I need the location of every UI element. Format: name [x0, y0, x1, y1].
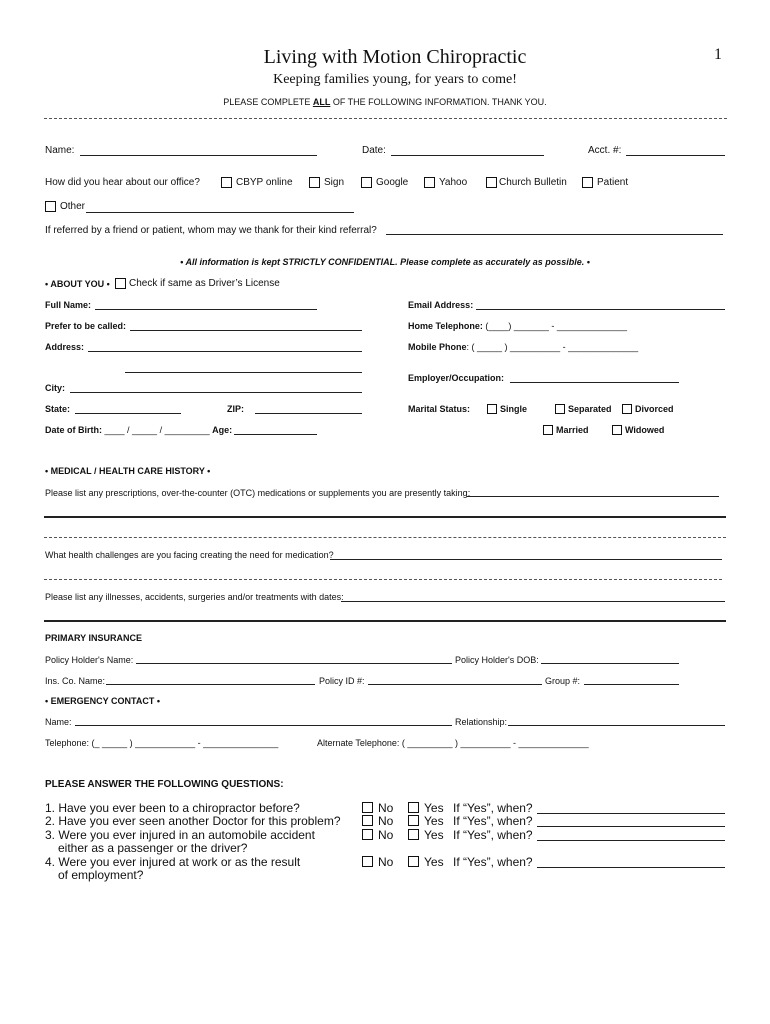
- dob: [45, 425, 232, 435]
- medications-field[interactable]: [467, 496, 719, 497]
- option-other: Other: [60, 201, 86, 212]
- q1-when-label: If “Yes”, when?: [453, 801, 533, 815]
- about-heading: • ABOUT YOU •: [45, 279, 110, 289]
- checkbox-divorced[interactable]: [622, 404, 632, 414]
- date-field[interactable]: [391, 155, 544, 156]
- referral-label: If referred by a friend or patient, whom may we thank for their kind referral?: [45, 225, 377, 236]
- checkbox-widowed[interactable]: [612, 425, 622, 435]
- header-divider: [44, 118, 727, 119]
- instruction-all: ALL: [312, 97, 331, 107]
- option-separated: Separated: [568, 404, 612, 414]
- email-label: Email Address:: [408, 300, 474, 310]
- checkbox-single[interactable]: [487, 404, 497, 414]
- q4-no-label: No: [378, 855, 394, 869]
- medical-heading: • MEDICAL / HEALTH CARE HISTORY •: [45, 466, 211, 476]
- mobile-field[interactable]: : ( _____ ) __________ - ______________: [466, 342, 639, 352]
- option-patient: Patient: [597, 177, 629, 188]
- checkbox-sign[interactable]: [309, 177, 320, 188]
- mobile: [408, 342, 638, 352]
- zip-label: ZIP:: [227, 404, 244, 414]
- questions-heading: PLEASE ANSWER THE FOLLOWING QUESTIONS:: [45, 779, 284, 790]
- option-yahoo: Yahoo: [439, 177, 468, 188]
- full-name-field[interactable]: [95, 309, 317, 310]
- option-google: Google: [376, 177, 409, 188]
- prefer-field[interactable]: [130, 330, 362, 331]
- checkbox-church-bulletin[interactable]: [486, 177, 497, 188]
- city-field[interactable]: [70, 392, 362, 393]
- date-label: Date:: [362, 145, 386, 156]
- illnesses-question: Please list any illnesses, accidents, surgeries and/or treatments with dates:: [45, 592, 344, 602]
- option-divorced: Divorced: [635, 404, 674, 414]
- mobile-label: Mobile Phone: [408, 342, 467, 352]
- address-line-2[interactable]: [125, 372, 362, 373]
- q2-yes-label: Yes: [424, 814, 444, 828]
- q3-when-field[interactable]: [537, 840, 725, 841]
- q3-when-label: If “Yes”, when?: [453, 828, 533, 842]
- employer-field[interactable]: [510, 382, 679, 383]
- tagline: Keeping families young, for years to come!: [273, 72, 517, 87]
- insurance-heading: PRIMARY INSURANCE: [45, 633, 143, 643]
- option-sign: Sign: [324, 177, 345, 188]
- emergency-name-field[interactable]: [75, 725, 452, 726]
- q3-no-label: No: [378, 828, 394, 842]
- checkbox-married[interactable]: [543, 425, 553, 435]
- emergency-telephone[interactable]: Telephone: (_ _____ ) ____________ - _______________: [45, 738, 279, 748]
- emergency-alt-telephone[interactable]: Alternate Telephone: ( _________ ) __________ - ______________: [317, 738, 589, 748]
- illnesses-line-2[interactable]: [44, 620, 726, 622]
- q3-yes-checkbox[interactable]: [408, 829, 419, 840]
- checkbox-separated[interactable]: [555, 404, 565, 414]
- name-label: Name:: [45, 145, 75, 156]
- health-field[interactable]: [330, 559, 722, 560]
- option-cbyp: CBYP online: [236, 177, 293, 188]
- emergency-heading: • EMERGENCY CONTACT •: [45, 696, 160, 706]
- option-church-bulletin: Church Bulletin: [499, 177, 567, 188]
- option-single: Single: [500, 404, 528, 414]
- q4-yes-checkbox[interactable]: [408, 856, 419, 867]
- hear-label: How did you hear about our office?: [45, 177, 200, 188]
- age-label: Age:: [212, 425, 233, 435]
- option-married: Married: [556, 425, 589, 435]
- checkbox-same-license[interactable]: [115, 278, 126, 289]
- medications-question: Please list any prescriptions, over-the-counter (OTC) medications or supplements you are presently taking:: [45, 488, 471, 498]
- same-license-label: Check if same as Driver’s License: [129, 278, 280, 289]
- medications-line-3[interactable]: [44, 537, 726, 538]
- q3-no-checkbox[interactable]: [362, 829, 373, 840]
- question-2: 2. Have you ever seen another Doctor for this problem?: [45, 814, 341, 828]
- acct-field[interactable]: [626, 155, 725, 156]
- q2-when-label: If “Yes”, when?: [453, 814, 533, 828]
- city-label: City:: [45, 383, 65, 393]
- q2-no-label: No: [378, 814, 394, 828]
- relationship-field[interactable]: [508, 725, 725, 726]
- q1-no-checkbox[interactable]: [362, 802, 373, 813]
- q1-when-field[interactable]: [537, 813, 725, 814]
- acct-label: Acct. #:: [588, 145, 622, 156]
- q2-no-checkbox[interactable]: [362, 815, 373, 826]
- instruction-post: OF THE FOLLOWING INFORMATION. THANK YOU.: [330, 97, 547, 107]
- health-question: What health challenges are you facing creating the need for medication?: [45, 550, 334, 560]
- checkbox-cbyp[interactable]: [221, 177, 232, 188]
- group-label: Group #:: [545, 676, 581, 686]
- instruction: [0, 97, 770, 107]
- dob-field[interactable]: ____ / _____ / _________: [104, 425, 210, 435]
- q2-when-field[interactable]: [537, 826, 725, 827]
- form-title: Living with Motion Chiropractic: [263, 46, 527, 68]
- relationship-label: Relationship:: [455, 717, 508, 727]
- address-field[interactable]: [88, 351, 362, 352]
- policy-id-label: Policy ID #:: [319, 676, 365, 686]
- checkbox-patient[interactable]: [582, 177, 593, 188]
- q4-yes-label: Yes: [424, 855, 444, 869]
- instruction-pre: PLEASE COMPLETE: [223, 97, 313, 107]
- option-widowed: Widowed: [625, 425, 665, 435]
- q1-yes-label: Yes: [424, 801, 444, 815]
- name-field[interactable]: [80, 155, 317, 156]
- prefer-label: Prefer to be called:: [45, 321, 127, 331]
- question-4-cont: of employment?: [58, 868, 144, 882]
- other-field[interactable]: [86, 212, 354, 213]
- ins-co-field[interactable]: [106, 684, 315, 685]
- question-3: 3. Were you ever injured in an automobile accident: [45, 828, 315, 842]
- address-label: Address:: [45, 342, 85, 352]
- illnesses-field[interactable]: [341, 601, 725, 602]
- q1-yes-checkbox[interactable]: [408, 802, 419, 813]
- page-number: 1: [714, 46, 722, 63]
- holder-dob-field[interactable]: [541, 663, 679, 664]
- marital-label: Marital Status:: [408, 404, 471, 414]
- group-field[interactable]: [584, 684, 679, 685]
- q4-when-field[interactable]: [537, 867, 725, 868]
- q3-yes-label: Yes: [424, 828, 444, 842]
- question-1: 1. Have you ever been to a chiropractor before?: [45, 801, 300, 815]
- q2-yes-checkbox[interactable]: [408, 815, 419, 826]
- checkbox-other[interactable]: [45, 201, 56, 212]
- holder-name-label: Policy Holder's Name:: [45, 655, 134, 665]
- ins-co-label: Ins. Co. Name:: [45, 676, 106, 686]
- email-field[interactable]: [476, 309, 725, 310]
- zip-field[interactable]: [255, 413, 362, 414]
- emergency-name-label: Name:: [45, 717, 72, 727]
- q4-no-checkbox[interactable]: [362, 856, 373, 867]
- full-name-label: Full Name:: [45, 300, 92, 310]
- question-4: 4. Were you ever injured at work or as the result: [45, 855, 301, 869]
- health-line-2[interactable]: [44, 579, 722, 580]
- holder-dob-label: Policy Holder's DOB:: [455, 655, 539, 665]
- checkbox-yahoo[interactable]: [424, 177, 435, 188]
- referral-field[interactable]: [386, 234, 723, 235]
- q4-when-label: If “Yes”, when?: [453, 855, 533, 869]
- checkbox-google[interactable]: [361, 177, 372, 188]
- home-tel-field[interactable]: (____) _______ - ______________: [485, 321, 627, 331]
- state-field[interactable]: [75, 413, 181, 414]
- age-field[interactable]: [234, 434, 317, 435]
- question-3-cont: either as a passenger or the driver?: [58, 841, 248, 855]
- medications-line-2[interactable]: [44, 516, 726, 518]
- q1-no-label: No: [378, 801, 394, 815]
- employer-label: Employer/Occupation:: [408, 373, 505, 383]
- dob-label: Date of Birth:: [45, 425, 102, 435]
- home-tel-label: Home Telephone:: [408, 321, 483, 331]
- home-tel: [408, 321, 627, 331]
- confidential-note: • All information is kept STRICTLY CONFIDENTIAL. Please complete as accurately as possible. •: [180, 257, 590, 267]
- policy-id-field[interactable]: [368, 684, 542, 685]
- holder-name-field[interactable]: [136, 663, 452, 664]
- state-label: State:: [45, 404, 71, 414]
